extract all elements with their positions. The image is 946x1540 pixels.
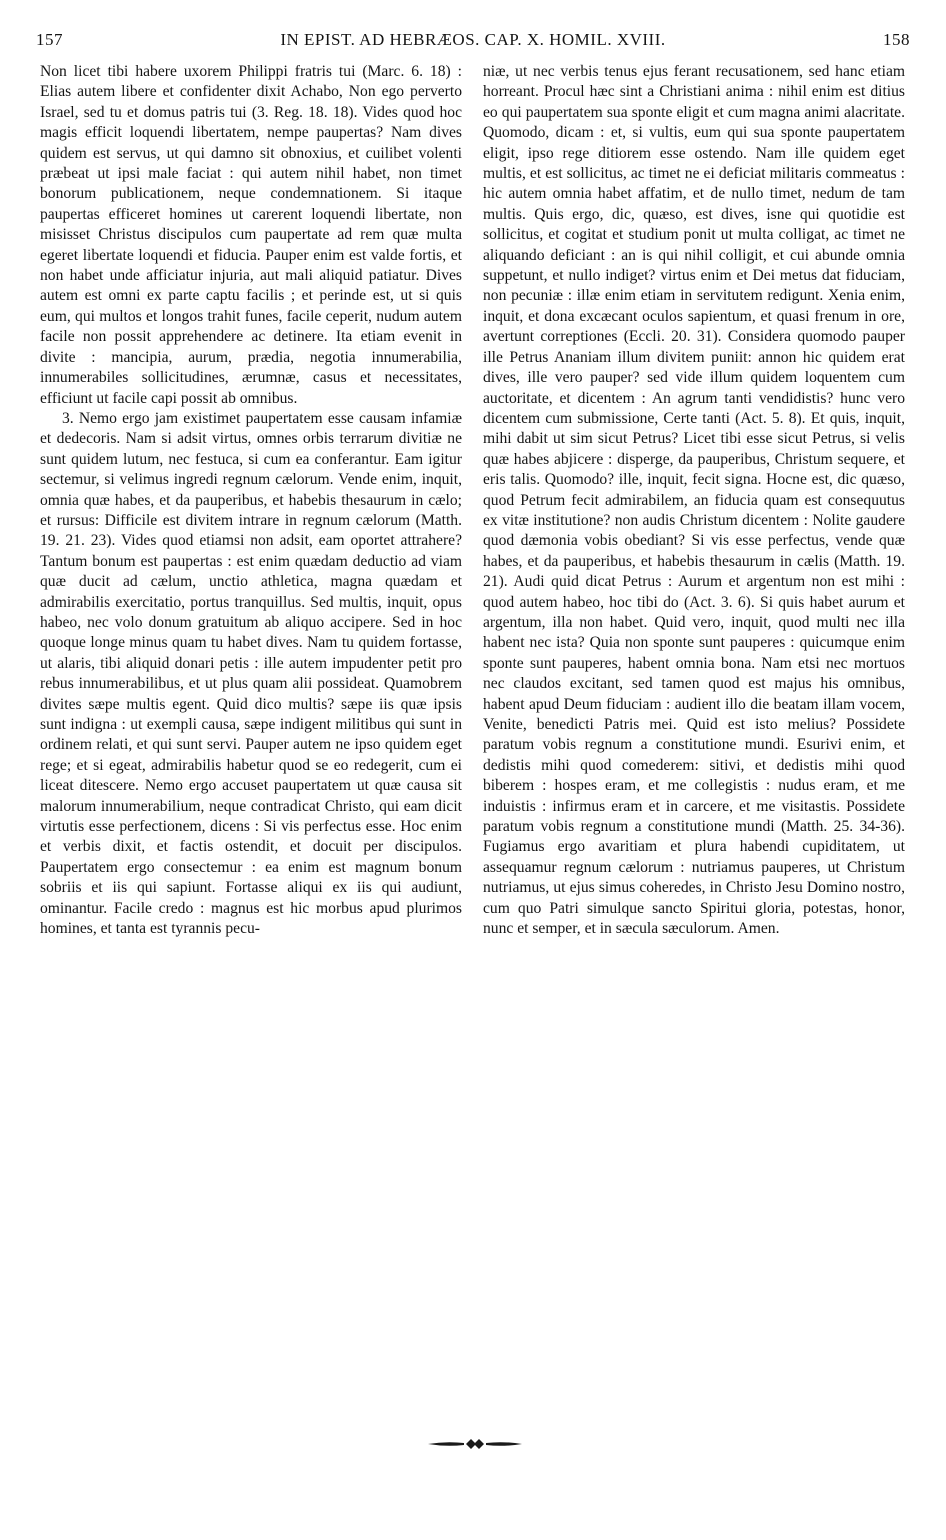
paragraph: niæ, ut nec verbis tenus ejus ferant recusationem, sed hanc etiam horreant. Procul hæc sint a Christiani anima : nihil enim est ditius eo qui paupertatem sua sponte eligit et cum magna animi alacritate. Quomodo, dicam : et, si vultis, eum qui sua sponte paupertatem eligit, ipso rege ditiorem esse ostendo. Nam ille quidem eget multis, et est sollicitus, ac timet ne ei deficiat militaris commeatus : hic autem omnia habet affatim, et de nullo timet, nedum de tam multis. Quis ergo, dic, quæso, est dives, isne qui quotidie est sollicitus, et cogitat et studium ponit ut multa colligat, ac timet ne aliquando deficiant : an is qui nihil colligit, et cui abunde omnia suppetunt, et nullo indiget? virtus enim et Dei metus dat fiduciam, non pecuniæ : illæ enim etiam in servitutem redigunt. Xenia enim, inquit, et dona excæcant oculos sapientum, et quasi frenum in ore, avertunt correptiones (Eccli. 20. 31). Considera quomodo pauper ille Petrus Ananiam illum divitem puniit: annon hic quidem erat dives, ille vero pauper? sed vide illum quidem loquentem cum auctoritate, et dicentem : An agrum tanti vendidistis? hunc vero dicentem cum submissione, Certe tanti (Act. 5. 8). Et quis, inquit, mihi dabit ut sim sicut Petrus? Licet tibi esse sicut Petrus, si velis quæ habes abjicere : disperge, da pauperibus, Christum sequere, et eris talis. Quomodo? ille, inquit, fecit signa. Hocne est, dic quæso, quod Petrum fecit admirabilem, an fiducia quam est consequutus ex vitæ institutione? non audis Christum dicentem : Nolite gaudere quod dæmonia vobis obediant? Si vis esse perfectus, vende quæ habes, et da pauperibus, et habebis thesaurum in cælis (Matth. 19. 21). Audi quid dicat Petrus : Aurum et argentum non est mihi : quod autem habeo, hoc tibi do (Act. 3. 6). Si quis habet aurum et argentum, illa non habet. Quid vero, inquit, quod multi nec illa habent nec ista? Quia non sponte sunt pauperes : quicumque enim sponte sunt pauperes, habent omnia bona. Nam etsi nec mortuos nec claudos excitant, sed tamen quod est majus his omnibus, habent apud Deum fiduciam : audient illo die beatam illam vocem, Venite, benedicti Patris mei. Quid est isto melius? Possidete paratum vobis regnum a constitutione mundi. Esurivi enim, et dedistis mihi quod comederem: sitivi, et dedistis mihi quod biberem : hospes eram, et me collegistis : nudus eram, et me induistis : infirmus eram et in carcere, et me visitastis. Possidete paratum vobis regnum a constitutione mundi (Matth. 25. 34-36). Fugiamus ergo avaritiam et plura habendi cupiditatem, ut assequamur regnum cælorum : nutriamus pauperes, ut Christum nutriamus, ut ejus simus coheredes, in Christo Jesu Domino nostro, cum quo Patri simulque sancto Spiritui gloria, potestas, honor, nunc et semper, et in sæcula sæculorum. Amen. bbox=[483, 63, 905, 938]
paragraph: 3. Nemo ergo jam existimet paupertatem esse causam infamiæ et dedecoris. Nam si adsit virtus, omnes orbis terrarum divitiæ ne sunt quidem lutum, nec festuca, si cum ea conferantur. Eam igitur sectemur, si velimus ingredi regnum cælorum. Vende enim, inquit, omnia quæ habes, et da pauperibus, et habebis thesaurum in cælo; et rursus: Difficile est divitem intrare in regnum cælorum (Matth. 19. 21. 23). Vides quod etiamsi non adsit, eam oportet attrahere? Tantum bonum est paupertas : est enim quædam deductio ad viam quæ ducit ad cælum, unctio athletica, magna quædam et admirabilis exercitatio, portus tranquillus. Sed multis, inquit, opus habeo, nec volo donum gratuitum ab aliquo accipere. Sed in hoc quoque longe minus quam tu habet dives. Nam tu quidem fortasse, ut alaris, tibi aliquid donari petis : ille autem impudenter petit pro rebus innumerabilibus, et ut plus quam alii possideat. Quamobrem divites sæpe multis egent. Quid dico multis? sæpe iis quæ ipsis sunt indigna : ut exempli causa, sæpe indigent militibus qui sunt in ordinem relati, et qui sunt servi. Pauper autem ne ipso quidem eget rege; et si egeat, admirabilis habetur quod se eo redegerit, cum ei liceat ditescere. Nemo ergo accuset paupertatem ut quæ causa sit malorum innumerabilium, neque contradicat Christo, qui eam dicit virtutis esse perfectionem, dicens : Si vis perfectus esse. Hoc enim et verbis dixit, et factis ostendit, et docuit per discipulos. Paupertatem ergo consectemur : ea enim est magnum bonum sobriis et iis qui sapiunt. Fortasse aliqui ex iis qui audiunt, ominantur. Facile credo : magnus est hic morbus apud plurimos homines, et tanta est tyrannis pecu- bbox=[40, 409, 462, 938]
running-title: IN EPIST. AD HEBRÆOS. CAP. X. HOMIL. XVIII. bbox=[280, 30, 666, 49]
end-ornament-icon bbox=[426, 1434, 524, 1454]
paragraph: Non licet tibi habere uxorem Philippi fratris tui (Marc. 6. 18) : Elias autem libere et confidenter dixit Achabo, Non ego perverto Israel, sed tu et domus patris tui (3. Reg. 18. 18). Vides quod hoc magis efficit loquendi libertatem, nempe paupertas? Nam dives quidem est servus, ut qui damno sit obnoxius, et cuilibet volenti præbeat ut ipsi male faciat : qui autem nihil habet, non timet bonorum publicationem, neque condemnationem. Si itaque paupertas efficeret homines ut carerent loquendi libertate, non misisset Christus discipulos cum paupertate ad rem quæ multa egeret libertate loquendi et fiducia. Pauper enim est valde fortis, et non habet unde afficiatur injuria, aut mali aliquid patiatur. Dives autem est omni ex parte captu facilis ; et perinde est, ut si quis eum, qui multos et longos trahit funes, facile ceperit, nudum autem facile non possit apprehendere ac detinere. Ita etiam evenit in divite : mancipia, aurum, prædia, negotia innumerabilia, innumerabiles sollicitudines, ærumnæ, casus et necessitates, efficiunt ut facile capi possit ab omnibus. bbox=[40, 63, 462, 407]
left-column bbox=[40, 62, 462, 939]
right-column bbox=[483, 62, 905, 939]
page-number-left: 157 bbox=[36, 30, 63, 49]
page-number-right: 158 bbox=[883, 30, 910, 49]
running-header bbox=[36, 30, 910, 56]
